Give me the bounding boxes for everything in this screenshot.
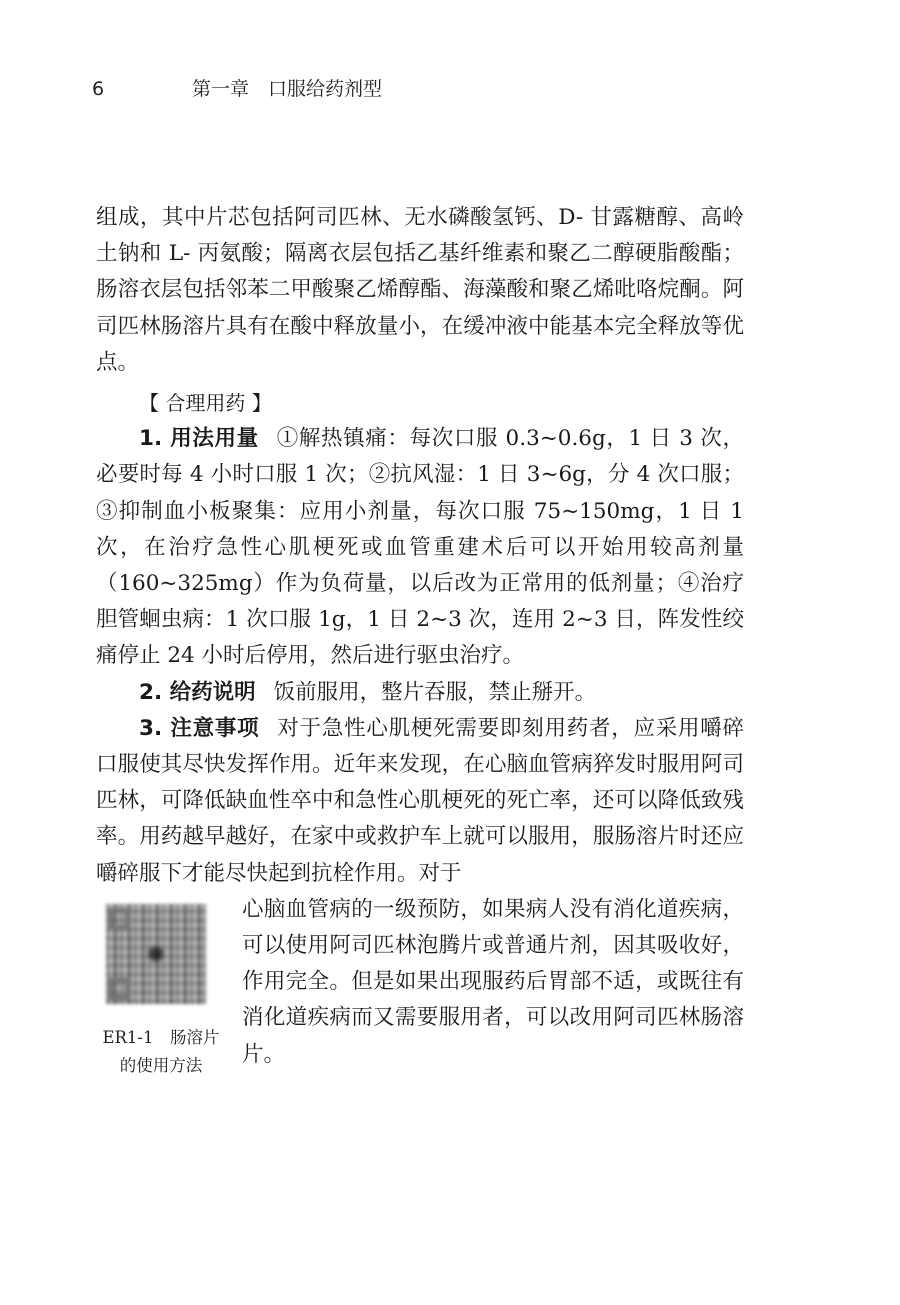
page-number: 6	[92, 78, 105, 100]
page-header	[92, 74, 808, 101]
precautions-text: 对于急性心肌梗死需要即刻用药者，应采用嚼碎口服使其尽快发挥作用。近年来发现，在心脑血管病猝发时服用阿司匹林，可降低缺血性卒中和急性心肌梗死的死亡率，还可以降低致残率。用药越早越好，在家中或救护车上就可以服用，服肠溶片时还应嚼碎服下才能尽快起到抗栓作用。对于	[96, 715, 744, 886]
paragraph-administration	[96, 675, 744, 711]
administration-text: 饭前服用，整片吞服，禁止掰开。	[273, 679, 597, 705]
term-administration: 2. 给药说明	[139, 679, 256, 705]
qr-caption: ER1-1 肠溶片的使用方法	[102, 1027, 220, 1075]
qr-code-icon[interactable]	[106, 904, 206, 1004]
paragraph-composition: 组成，其中片芯包括阿司匹林、无水磷酸氢钙、D- 甘露糖醇、高岭土钠和 L- 丙氨酸；隔离衣层包括乙基纤维素和聚乙二醇硬脂酸酯；肠溶衣层包括邻苯二甲酸聚乙烯醇酯、海藻酸和聚乙烯吡咯烷酮。阿司匹林肠溶片具有在酸中释放量小，在缓冲液中能基本完全释放等优点。	[96, 205, 744, 375]
paragraph-dosage	[96, 421, 744, 674]
qr-wrap-section	[96, 892, 744, 1080]
term-precautions: 3. 注意事项	[139, 715, 260, 741]
qr-wrap-text	[242, 892, 744, 1080]
precautions-continued: 心脑血管病的一级预防，如果病人没有消化道疾病，可以使用阿司匹林泡腾片或普通片剂，因其吸收好，作用完全。但是如果出现服药后胃部不适，或既往有消化道疾病而又需要服用者，可以改用阿司匹林肠溶片。	[242, 896, 744, 1067]
chapter-title: 第一章 口服给药剂型	[192, 78, 383, 100]
page-body	[96, 200, 744, 1080]
dosage-text: ①解热镇痛：每次口服 0.3~0.6g，1 日 3 次，必要时每 4 小时口服 1 次；②抗风湿：1 日 3~6g，分 4 次口服；③抑制血小板聚集：应用小剂量，每次口服 75~150mg，1 日 1 次，在治疗急性心肌梗死或血管重建术后可以开始用较高剂量（160~325mg）作为负荷量，以后改为正常用的低剂量；④治疗胆管蛔虫病：1 次口服 1g，1 日 2~3 次，连用 2~3 日，阵发性绞痛停止 24 小时后停用，然后进行驱虫治疗。	[96, 426, 744, 669]
paragraph-precautions	[96, 711, 744, 892]
section-heading: 【 合理用药 】	[139, 391, 272, 416]
qr-block	[96, 892, 242, 1080]
term-dosage: 1. 用法用量	[139, 426, 259, 452]
